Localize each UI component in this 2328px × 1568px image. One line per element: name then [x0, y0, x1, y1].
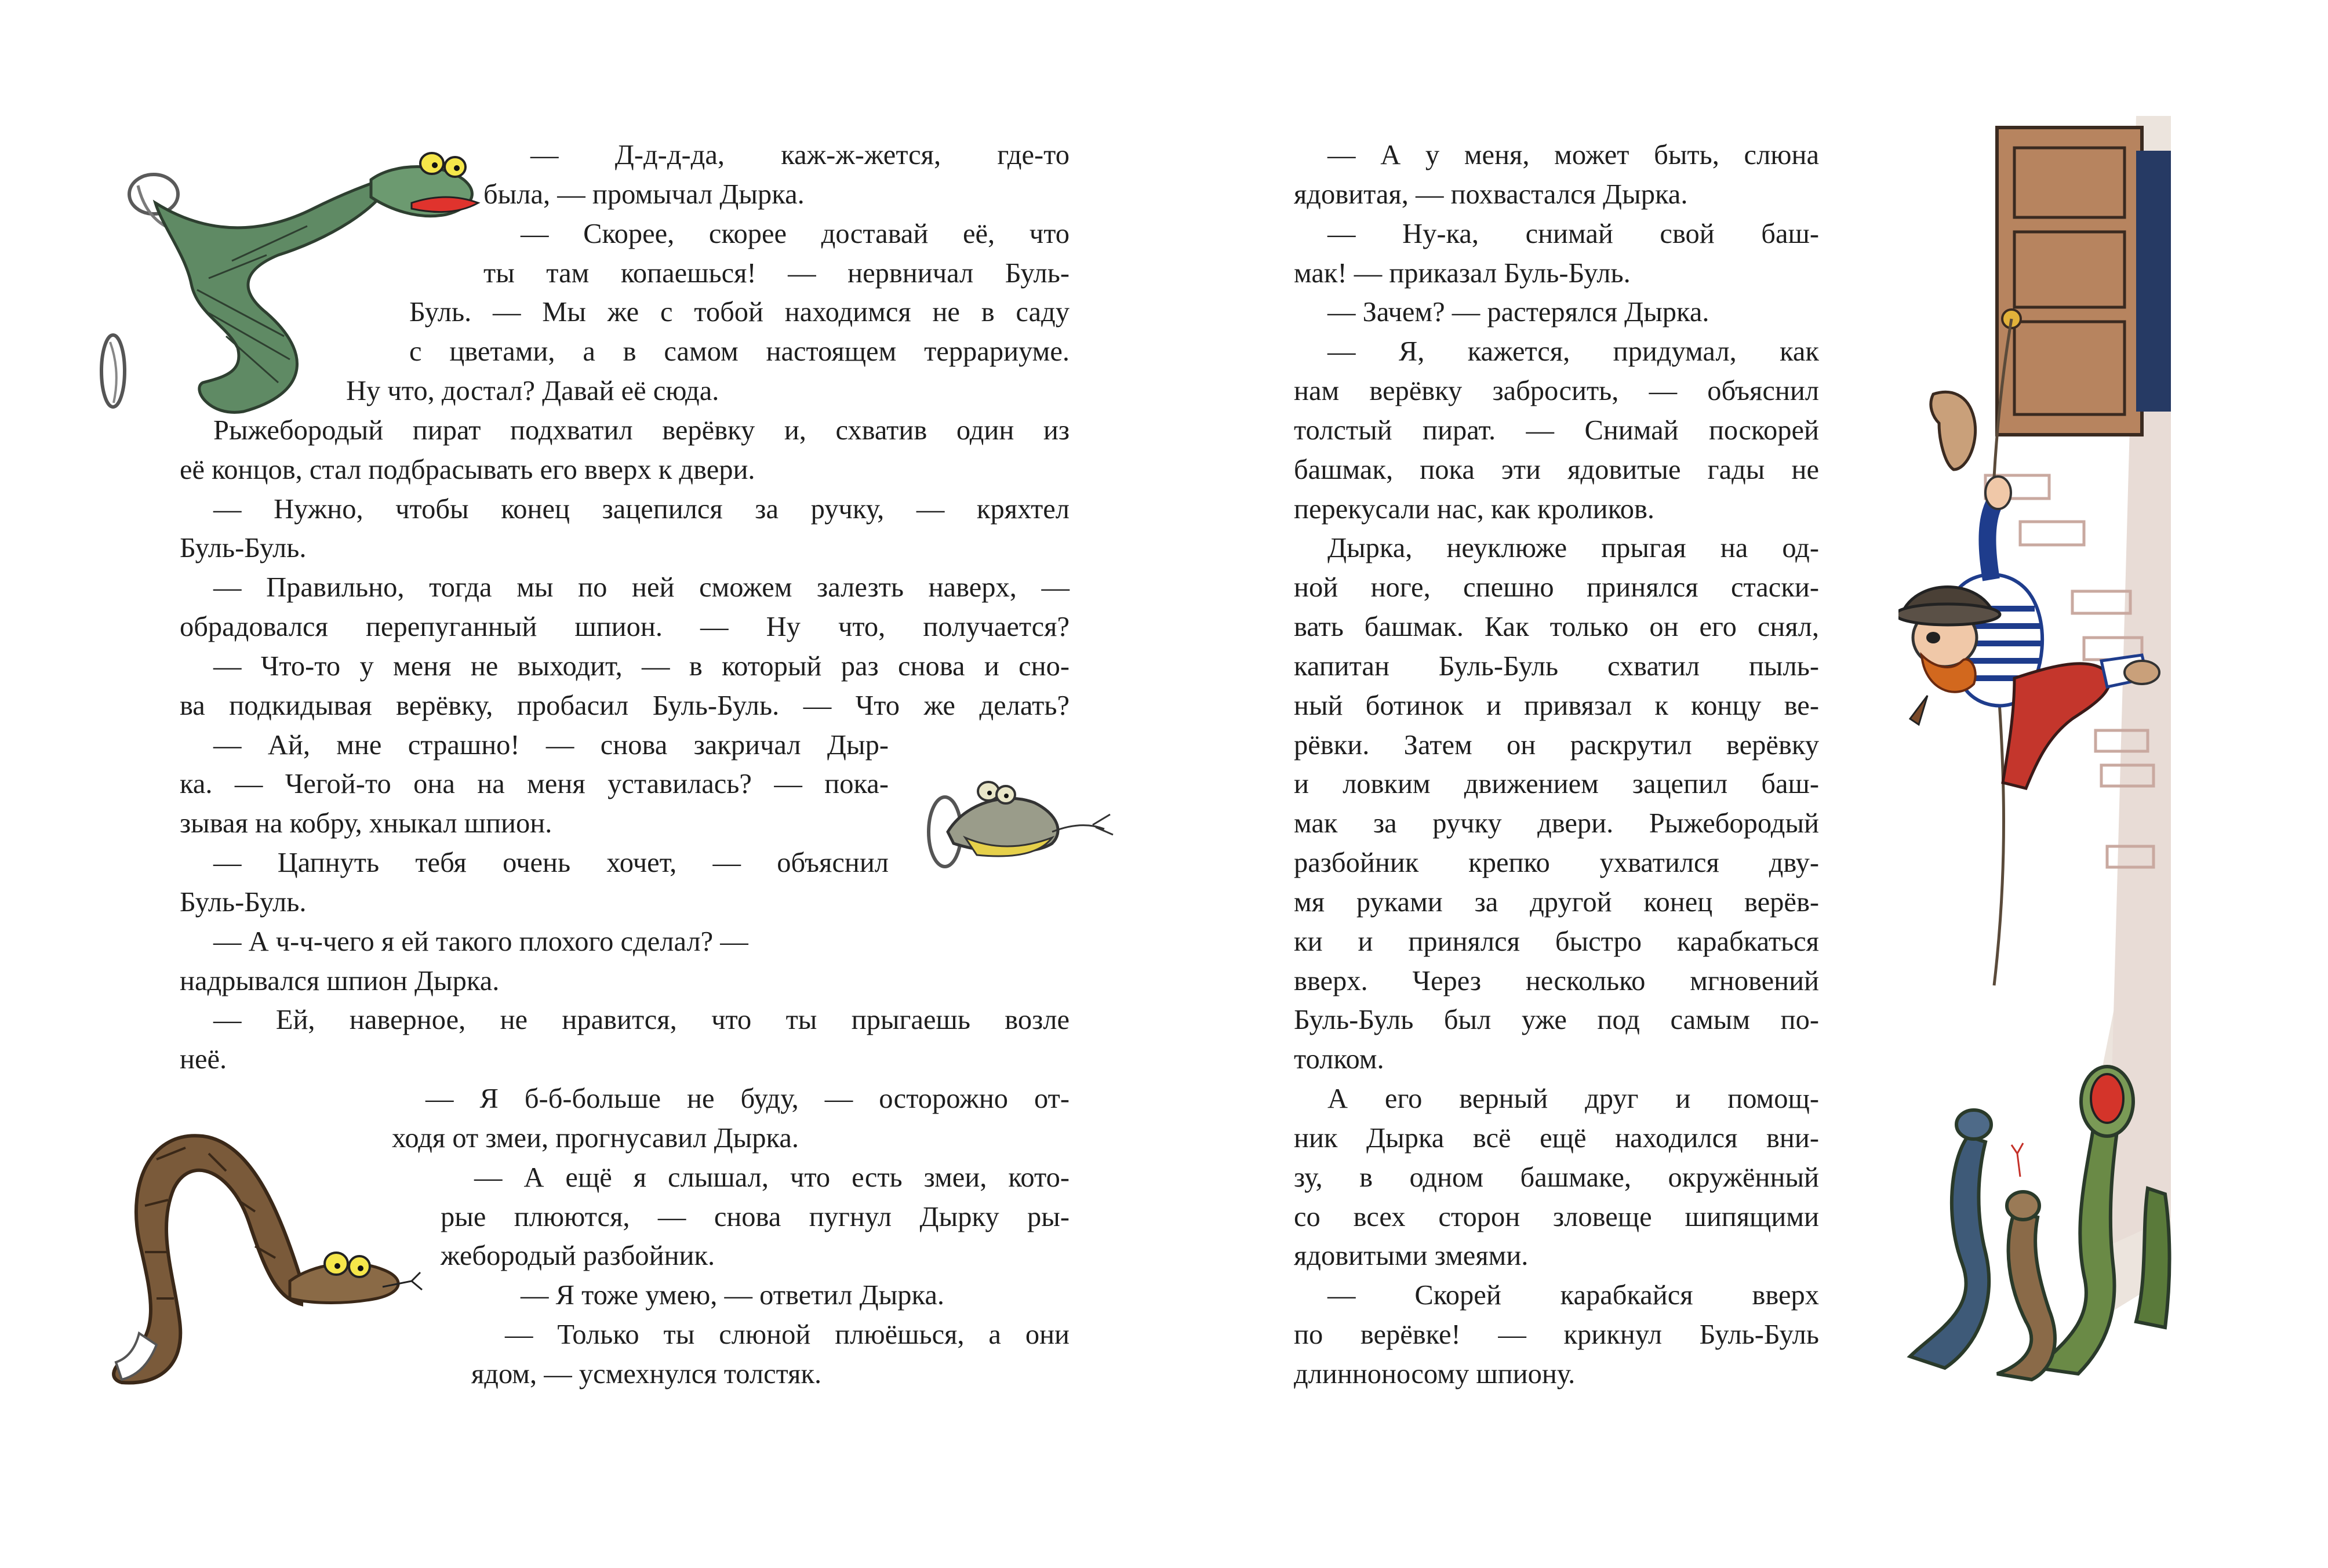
pirate-climbing-illustration [1898, 116, 2182, 1409]
text-line: разбойник крепко ухватился дву- [1294, 847, 1819, 878]
text-line: ядом, — усмехнулся толстяк. [471, 1359, 822, 1389]
text-line: — Я, кажется, придумал, как [1327, 336, 1819, 367]
text-line: мя руками за другой конец верёв- [1294, 887, 1819, 918]
brown-snake-illustration [104, 1090, 452, 1391]
text-line: ходя от змеи, прогнусавил Дырка. [392, 1123, 799, 1154]
text-line: — Что-то у меня не выходит, — в который раз снова и сно- [213, 651, 1070, 682]
text-line: длинноносому шпиону. [1294, 1359, 1576, 1389]
text-line: Буль. — Мы же с тобой находимся не в саду [409, 297, 1070, 328]
text-line: вать башмак. Как только он его снял, [1294, 612, 1819, 642]
text-line: с цветами, а в самом настоящем террариуме. [409, 336, 1070, 367]
text-line: Буль-Буль. [180, 533, 307, 563]
text-line: — Только ты слюной плюёшься, а они [505, 1319, 1070, 1350]
text-line: — Д-д-д-да, каж-ж-жется, где-то [530, 140, 1070, 170]
text-line: — Скорее, скорее доставай её, что [521, 219, 1070, 249]
text-line: Ну что, достал? Давай её сюда. [346, 376, 719, 406]
text-line: толком. [1294, 1044, 1384, 1075]
text-line: — Зачем? — растерялся Дырка. [1327, 297, 1709, 328]
text-line: ный ботинок и привязал к концу ве- [1294, 690, 1819, 721]
text-line: А его верный друг и помощ- [1327, 1083, 1819, 1114]
grey-snake-illustration [919, 774, 1127, 884]
text-line: ной ноге, спешно принялся стаски- [1294, 572, 1819, 603]
text-line: башмак, пока эти ядовитые гады не [1294, 454, 1819, 485]
text-line: обрадовался перепуганный шпион. — Ну что, получается? [180, 612, 1070, 642]
text-line: — А ещё я слышал, что есть змеи, кото- [474, 1162, 1070, 1193]
text-line: зывая на кобру, хныкал шпион. [180, 808, 552, 839]
text-line: — Цапнуть тебя очень хочет, — объяснил [213, 847, 889, 878]
text-line: — Я б-б-больше не буду, — осторожно от- [425, 1083, 1070, 1114]
text-line: нам верёвку забросить, — объяснил [1294, 376, 1819, 406]
text-line: зу, в одном башмаке, окружённый [1294, 1162, 1819, 1193]
text-line: — А ч-ч-чего я ей такого плохого сделал? — [213, 926, 748, 957]
text-line: перекусали нас, как кроликов. [1294, 494, 1654, 525]
text-line: рые плюются, — снова пугнул Дырку ры- [441, 1202, 1070, 1232]
text-line: вверх. Через несколько мгновений [1294, 966, 1819, 996]
text-line: ты там копаешься! — нервничал Буль- [483, 258, 1070, 289]
text-line: ядовитыми змеями. [1294, 1240, 1529, 1271]
text-line: — Ай, мне страшно! — снова закричал Дыр- [213, 730, 889, 761]
text-line: ки и принялся быстро карабкаться [1294, 926, 1819, 957]
text-line: — Ей, наверное, не нравится, что ты прыгаешь возле [213, 1005, 1070, 1035]
text-line: Рыжебородый пират подхватил верёвку и, схватив один из [213, 415, 1070, 446]
text-line: Буль-Буль. [180, 887, 307, 918]
text-line: — А у меня, может быть, слюна [1327, 140, 1819, 170]
text-line: ка. — Чегой-то она на меня уставилась? — пока- [180, 769, 889, 799]
text-line: толстый пират. — Снимай поскорей [1294, 415, 1819, 446]
text-line: по верёвке! — крикнул Буль-Буль [1294, 1319, 1819, 1350]
text-line: — Правильно, тогда мы по ней сможем залезть наверх, — [213, 572, 1070, 603]
text-line: ва подкидывая верёвку, пробасил Буль-Буль. — Что же делать? [180, 690, 1070, 721]
text-line: Дырка, неуклюже прыгая на од- [1327, 533, 1819, 563]
green-snake-illustration [93, 139, 499, 464]
text-line: капитан Буль-Буль схватил пыль- [1294, 651, 1819, 682]
text-line: со всех сторон зловеще шипящими [1294, 1202, 1819, 1232]
text-line: Буль-Буль был уже под самым по- [1294, 1005, 1819, 1035]
text-line: ник Дырка всё ещё находился вни- [1294, 1123, 1819, 1154]
text-line: жебородый разбойник. [441, 1240, 715, 1271]
text-line: мак за ручку двери. Рыжебородый [1294, 808, 1819, 839]
text-line: и ловким движением зацепил баш- [1294, 769, 1819, 799]
text-line: — Скорей карабкайся вверх [1327, 1280, 1819, 1311]
text-line: её концов, стал подбрасывать его вверх к двери. [180, 454, 755, 485]
text-line: рёвки. Затем он раскрутил верёвку [1294, 730, 1819, 761]
text-line: — Ну-ка, снимай свой баш- [1327, 219, 1819, 249]
text-line: — Я тоже умею, — ответил Дырка. [521, 1280, 944, 1311]
text-line: — Нужно, чтобы конец зацепился за ручку, — кряхтел [213, 494, 1070, 525]
text-line: мак! — приказал Буль-Буль. [1294, 258, 1631, 289]
text-line: надрывался шпион Дырка. [180, 966, 500, 996]
text-line: неё. [180, 1044, 227, 1075]
text-line: ядовитая, — похвастался Дырка. [1294, 179, 1688, 210]
text-line: была, — промычал Дырка. [483, 179, 805, 210]
